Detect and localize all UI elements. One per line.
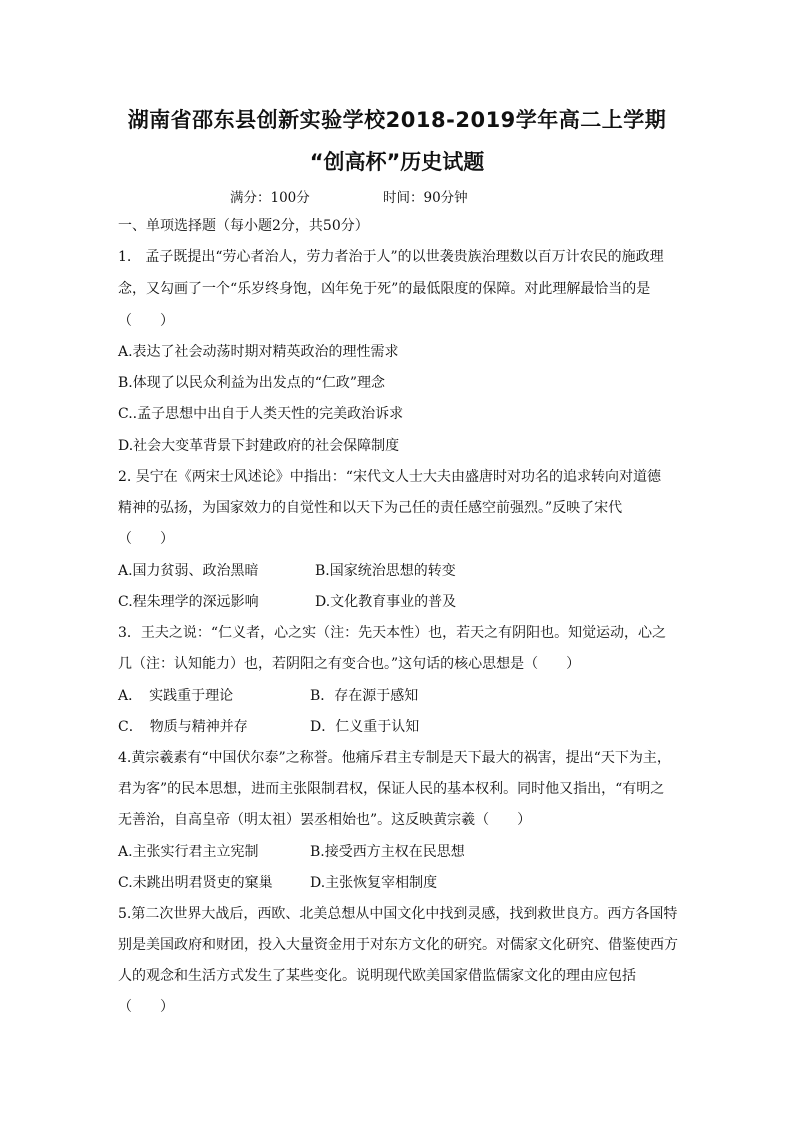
question-1-line-2: 念，又勾画了一个“乐岁终身饱，凶年免于死”的最低限度的保障。对此理解最恰当的是 — [118, 281, 651, 297]
exam-title-line1: 湖南省邵东县创新实验学校2018-2019学年高二上学期 — [127, 108, 667, 132]
full-score: 满分：100分 — [230, 190, 310, 206]
question-5-line-4: （ ） — [118, 999, 174, 1015]
exam-title-line2: “创高杯”历史试题 — [309, 150, 485, 174]
question-2-line-2: 精神的弘扬，为国家效力的自觉性和以天下为己任的责任感空前强烈。”反映了宋代 — [118, 500, 623, 516]
question-1-option-b[interactable]: B.体现了以民众利益为出发点的“仁政”理念 — [118, 375, 386, 391]
question-4-option-a[interactable]: A.主张实行君主立宪制 — [118, 844, 259, 860]
question-1-option-d[interactable]: D.社会大变革背景下封建政府的社会保障制度 — [118, 438, 400, 454]
question-3-line-2: 几（注：认知能力）也，若阴阳之有变合也。”这句话的核心思想是（ ） — [118, 656, 581, 672]
question-1-line-1: 1. 孟子既提出“劳心者治人，劳力者治于人”的以世袭贵族治理数以百万计农民的施政理 — [118, 249, 664, 265]
question-1-option-a[interactable]: A.表达了社会动荡时期对精英政治的理性需求 — [118, 344, 399, 360]
section-heading: 一、单项选择题（每小题2分，共50分） — [118, 218, 369, 234]
question-4-line-3: 无善治，自高皇帝（明太祖）罢丞相始也”。这反映黄宗羲（ ） — [118, 812, 532, 828]
question-1-line-3: （ ） — [118, 313, 174, 329]
question-2-option-b[interactable]: B.国家统治思想的转变 — [315, 563, 456, 579]
question-4-line-2: 君为客”的民本思想，进而主张限制君权，保证人民的基本权利。同时他又指出，“有明之 — [118, 781, 665, 797]
question-5-line-1: 5.第二次世界大战后，西欧、北美总想从中国文化中找到灵感，找到救世良方。西方各国特 — [118, 906, 678, 922]
question-3-option-c[interactable]: C． 物质与精神并存 — [118, 719, 248, 735]
question-4-option-b[interactable]: B.接受西方主权在民思想 — [310, 844, 465, 860]
question-4-option-c[interactable]: C.未跳出明君贤吏的窠巢 — [118, 875, 273, 891]
question-4-line-1: 4.黄宗羲素有“中国伏尔泰”之称誉。他痛斥君主专制是天下最大的祸害，提出“天下为主， — [118, 750, 671, 766]
question-3-option-d[interactable]: D．仁义重于认知 — [310, 719, 420, 735]
exam-time: 时间：90分钟 — [383, 190, 468, 206]
question-2-line-3: （ ） — [118, 531, 174, 547]
question-1-option-c[interactable]: C..孟子思想中出自于人类天性的完美政治诉求 — [118, 406, 404, 422]
question-4-option-d[interactable]: D.主张恢复宰相制度 — [310, 875, 438, 891]
question-2-option-a[interactable]: A.国力贫弱、政治黑暗 — [118, 563, 259, 579]
question-3-option-a[interactable]: A． 实践重于理论 — [118, 688, 234, 704]
question-3-line-1: 3．王夫之说：“仁义者，心之实（注：先天本性）也，若天之有阴阳也。知觉运动，心之 — [118, 625, 667, 641]
question-5-line-3: 人的观念和生活方式发生了某些变化。说明现代欧美国家借监儒家文化的理由应包括 — [118, 968, 636, 984]
question-2-line-1: 2. 吴宁在《两宋士风述论》中指出：“宋代文人士大夫由盛唐时对功名的追求转向对道德 — [118, 469, 661, 485]
question-2-option-c[interactable]: C.程朱理学的深远影响 — [118, 594, 259, 610]
question-3-option-b[interactable]: B．存在源于感知 — [310, 688, 419, 704]
question-2-option-d[interactable]: D.文化教育事业的普及 — [315, 594, 457, 610]
question-5-line-2: 别是美国政府和财团，投入大量资金用于对东方文化的研究。对儒家文化研究、借鉴使西方 — [118, 937, 678, 953]
